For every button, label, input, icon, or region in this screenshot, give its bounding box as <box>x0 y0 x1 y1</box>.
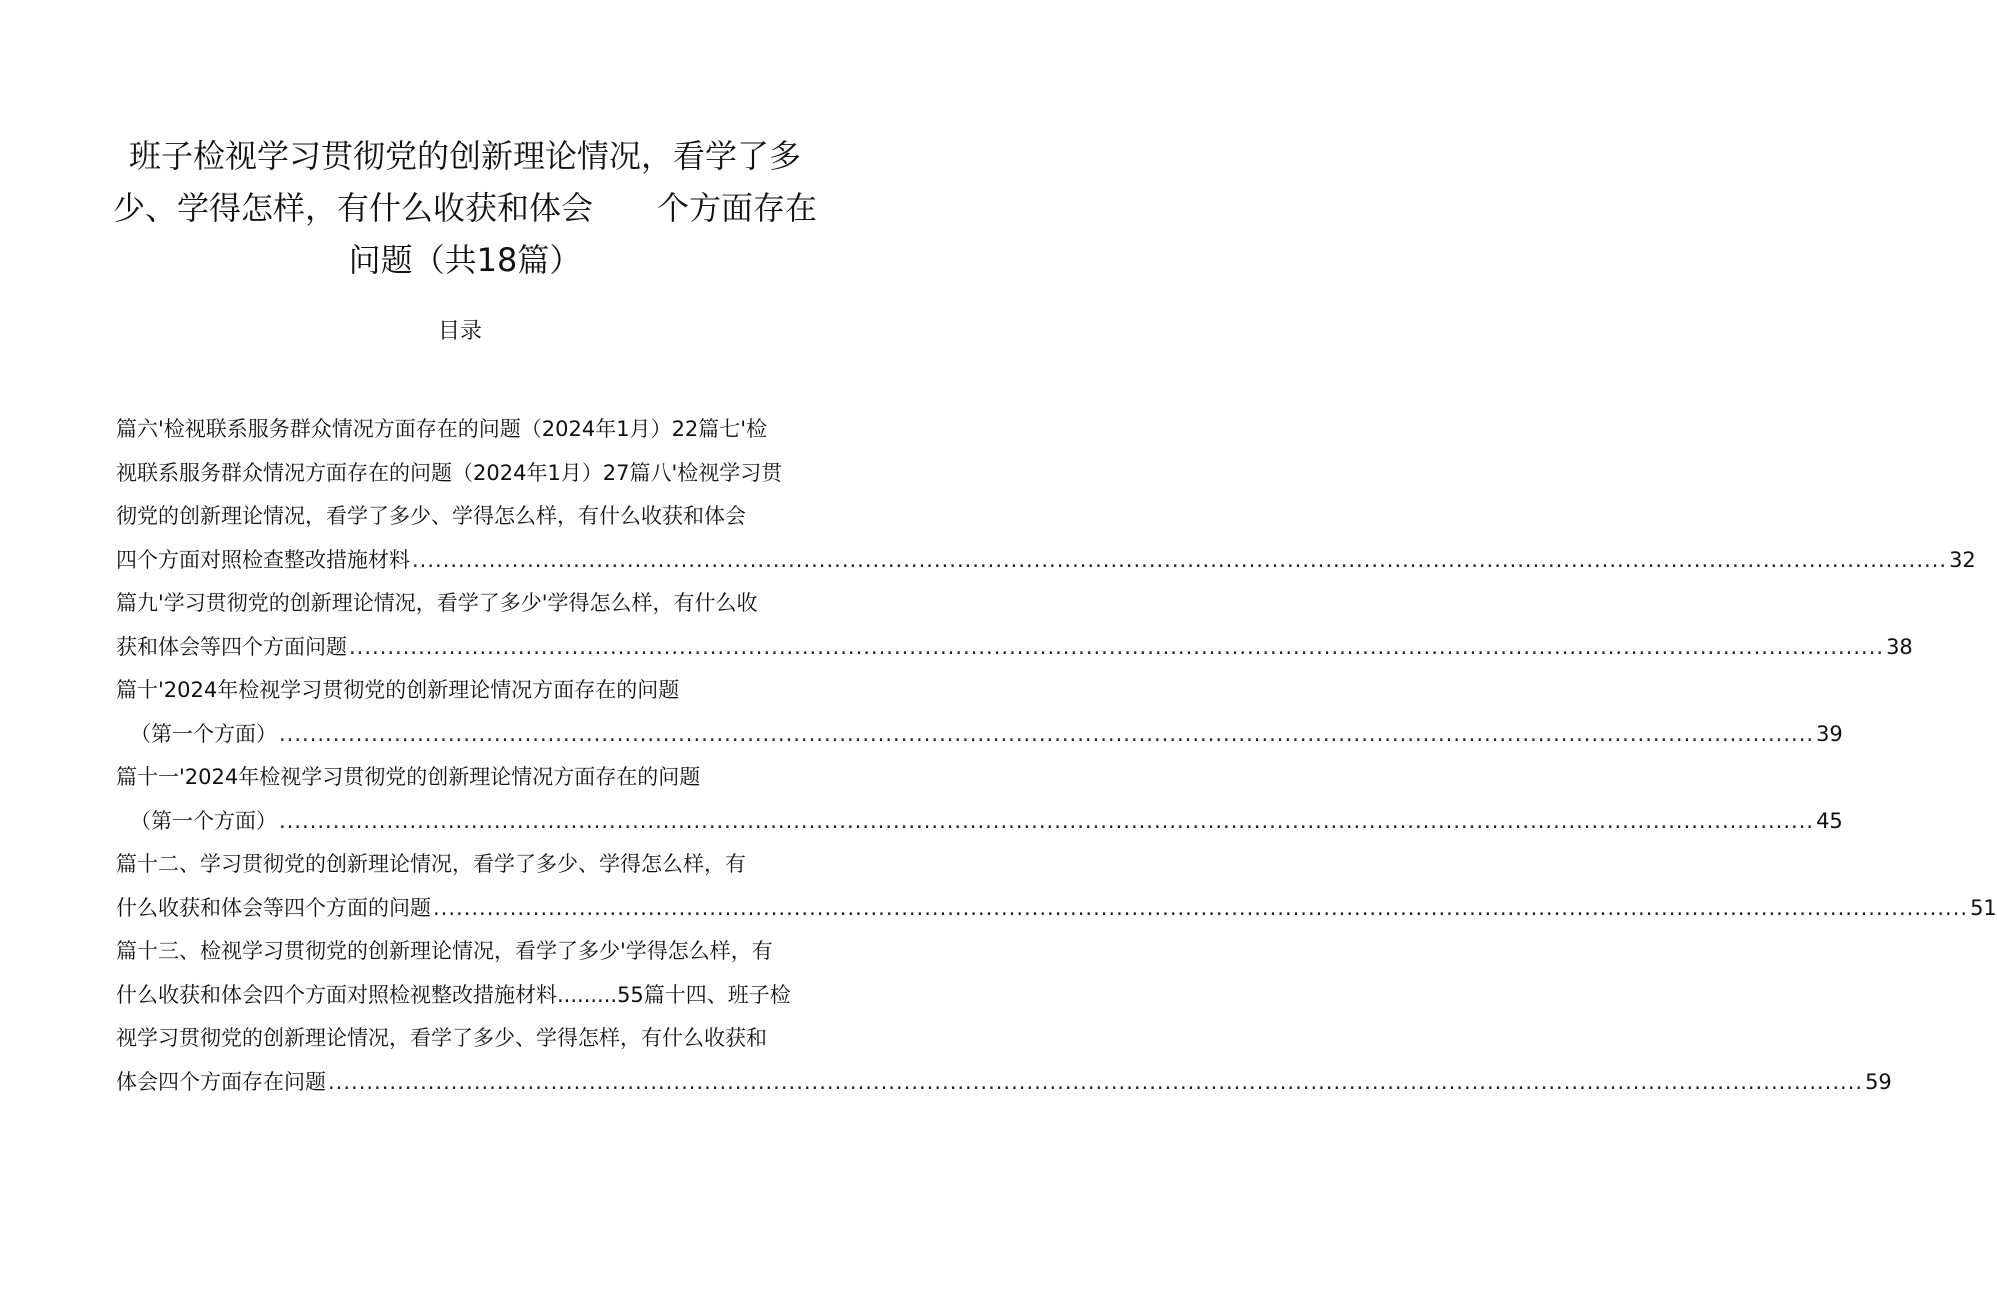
toc-line[interactable] <box>116 974 832 1018</box>
toc-line-text: 彻党的创新理论情况，看学了多少、学得怎么样，有什么收获和体会 <box>116 504 746 528</box>
toc-line[interactable] <box>116 713 1843 757</box>
toc-line[interactable] <box>116 626 1913 670</box>
toc-line-text: 四个方面对照检查整改措施材料 <box>116 547 410 572</box>
toc-line-text: 篇十三、检视学习贯彻党的创新理论情况，看学了多少'学得怎么样，有 <box>116 939 773 963</box>
toc-page-number: 32 <box>1949 547 1976 572</box>
toc-page-number: 45 <box>1816 808 1843 833</box>
toc-heading: 目录 <box>437 319 482 344</box>
toc-line-text: 获和体会等四个方面问题 <box>116 634 347 659</box>
toc-line[interactable] <box>116 669 832 713</box>
toc-line[interactable] <box>116 582 832 626</box>
toc-line-text: 篇十一'2024年检视学习贯彻党的创新理论情况方面存在的问题 <box>116 765 701 789</box>
toc-line-text: （第一个方面） <box>130 721 277 746</box>
toc-line-text: 体会四个方面存在问题 <box>116 1069 326 1094</box>
title-line: 班子检视学习贯彻党的创新理论情况，看学了多 <box>128 137 801 175</box>
document-title <box>110 130 820 286</box>
toc-line[interactable] <box>116 452 832 496</box>
table-of-contents <box>116 408 1997 1104</box>
toc-line-text: 篇十'2024年检视学习贯彻党的创新理论情况方面存在的问题 <box>116 678 680 702</box>
toc-line-text: 什么收获和体会四个方面对照检视整改措施材料.........55篇十四、班子检 <box>116 982 791 1007</box>
leader-dots: ........................................................................................................................................................................................................ <box>328 1069 1864 1094</box>
toc-line[interactable] <box>116 539 1976 583</box>
title-line: 少、学得怎样，有什么收获和体会 个方面存在 <box>112 189 817 227</box>
leader-dots: ........................................................................................................................................................................................................ <box>349 634 1885 659</box>
toc-line[interactable] <box>116 1061 1892 1105</box>
toc-line-text: 视学习贯彻党的创新理论情况，看学了多少、学得怎样，有什么收获和 <box>116 1026 767 1050</box>
toc-page-number: 51 <box>1970 895 1997 920</box>
toc-page-number: 38 <box>1886 634 1913 659</box>
leader-dots: ........................................................................................................................................................................................................ <box>412 547 1948 572</box>
toc-line-text: 视联系服务群众情况方面存在的问题（2024年1月）27篇八'检视学习贯 <box>116 460 783 485</box>
toc-line[interactable] <box>116 408 832 452</box>
toc-line[interactable] <box>116 800 1843 844</box>
title-line: 问题（共18篇） <box>348 241 582 279</box>
toc-page-number: 39 <box>1816 721 1843 746</box>
toc-line-text: 篇十二、学习贯彻党的创新理论情况，看学了多少、学得怎么样，有 <box>116 852 746 876</box>
toc-line-text: 篇九'学习贯彻党的创新理论情况，看学了多少'学得怎么样，有什么收 <box>116 591 758 615</box>
toc-line[interactable] <box>116 930 832 974</box>
toc-line[interactable] <box>116 756 832 800</box>
toc-line-text: 什么收获和体会等四个方面的问题 <box>116 895 431 920</box>
toc-page-number: 59 <box>1865 1069 1892 1094</box>
leader-dots: ........................................................................................................................................................................................................ <box>279 808 1815 833</box>
leader-dots: ........................................................................................................................................................................................................ <box>433 895 1969 920</box>
leader-dots: ........................................................................................................................................................................................................ <box>279 721 1815 746</box>
toc-line[interactable] <box>116 843 832 887</box>
toc-line-text: 篇六'检视联系服务群众情况方面存在的问题（2024年1月）22篇七'检 <box>116 417 768 441</box>
toc-line[interactable] <box>116 495 832 539</box>
toc-line-text: （第一个方面） <box>130 808 277 833</box>
toc-line[interactable] <box>116 887 1997 931</box>
toc-line[interactable] <box>116 1017 832 1061</box>
